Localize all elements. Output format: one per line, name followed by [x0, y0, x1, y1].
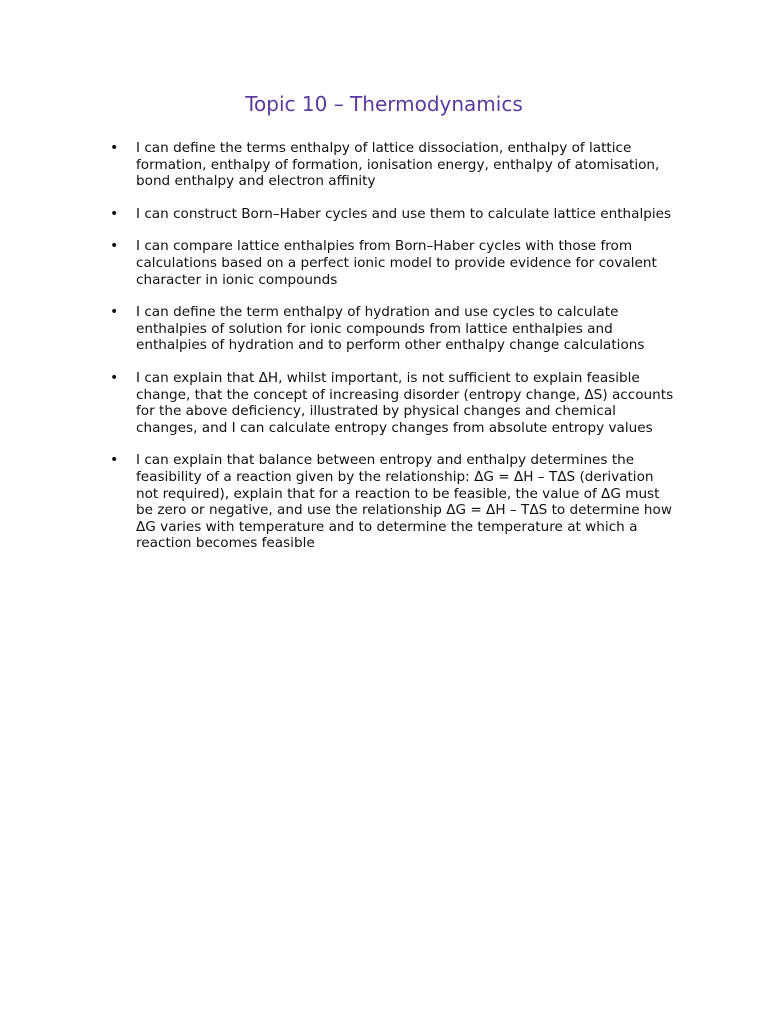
- bullet-icon: •: [110, 140, 119, 156]
- list-item-text: I can compare lattice enthalpies from Born–Haber cycles with those from calculations based on a perfect ionic model to provide evidence for covalent character in ionic compounds: [136, 238, 657, 288]
- list-item: [108, 370, 674, 436]
- list-item-text: I can explain that ΔH, whilst important, is not sufficient to explain feasible change, that the concept of increasing disorder (entropy change, ΔS) accounts for the above deficiency, illustrated by physical changes and chemical changes, and I can calculate entropy changes from absolute entropy values: [136, 369, 674, 436]
- bullet-icon: •: [110, 205, 119, 222]
- list-item: [108, 140, 674, 190]
- bullet-icon: •: [110, 452, 119, 469]
- objectives-list: [108, 140, 674, 568]
- list-item: [108, 206, 674, 223]
- list-item: [108, 452, 674, 552]
- list-item: [108, 238, 674, 288]
- list-item-text: I can explain that balance between entropy and enthalpy determines the feasibility of a reaction given by the relationship: ΔG = ΔH – TΔS (derivation not required), explain that for a reaction to be feasible, the value of ΔG must be zero or negative, and use the relationship ΔG = ΔH – TΔS to determine how ΔG varies with temperature and to determine the temperature at which a reaction becomes feasible: [136, 452, 672, 552]
- list-item: [108, 304, 674, 354]
- bullet-icon: •: [110, 304, 119, 321]
- page-title: Topic 10 – Thermodynamics: [245, 92, 523, 116]
- list-item-text: I can define the term enthalpy of hydration and use cycles to calculate enthalpies of solution for ionic compounds from lattice enthalpies and enthalpies of hydration and to perform other enthalpy change calculations: [136, 304, 645, 354]
- list-item-text: I can define the terms enthalpy of lattice dissociation, enthalpy of lattice formation, enthalpy of formation, ionisation energy, enthalpy of atomisation, bond enthalpy and electron affinity: [136, 140, 660, 190]
- bullet-icon: •: [110, 369, 119, 386]
- bullet-icon: •: [110, 238, 119, 255]
- list-item-text: I can construct Born–Haber cycles and use them to calculate lattice enthalpies: [136, 205, 672, 222]
